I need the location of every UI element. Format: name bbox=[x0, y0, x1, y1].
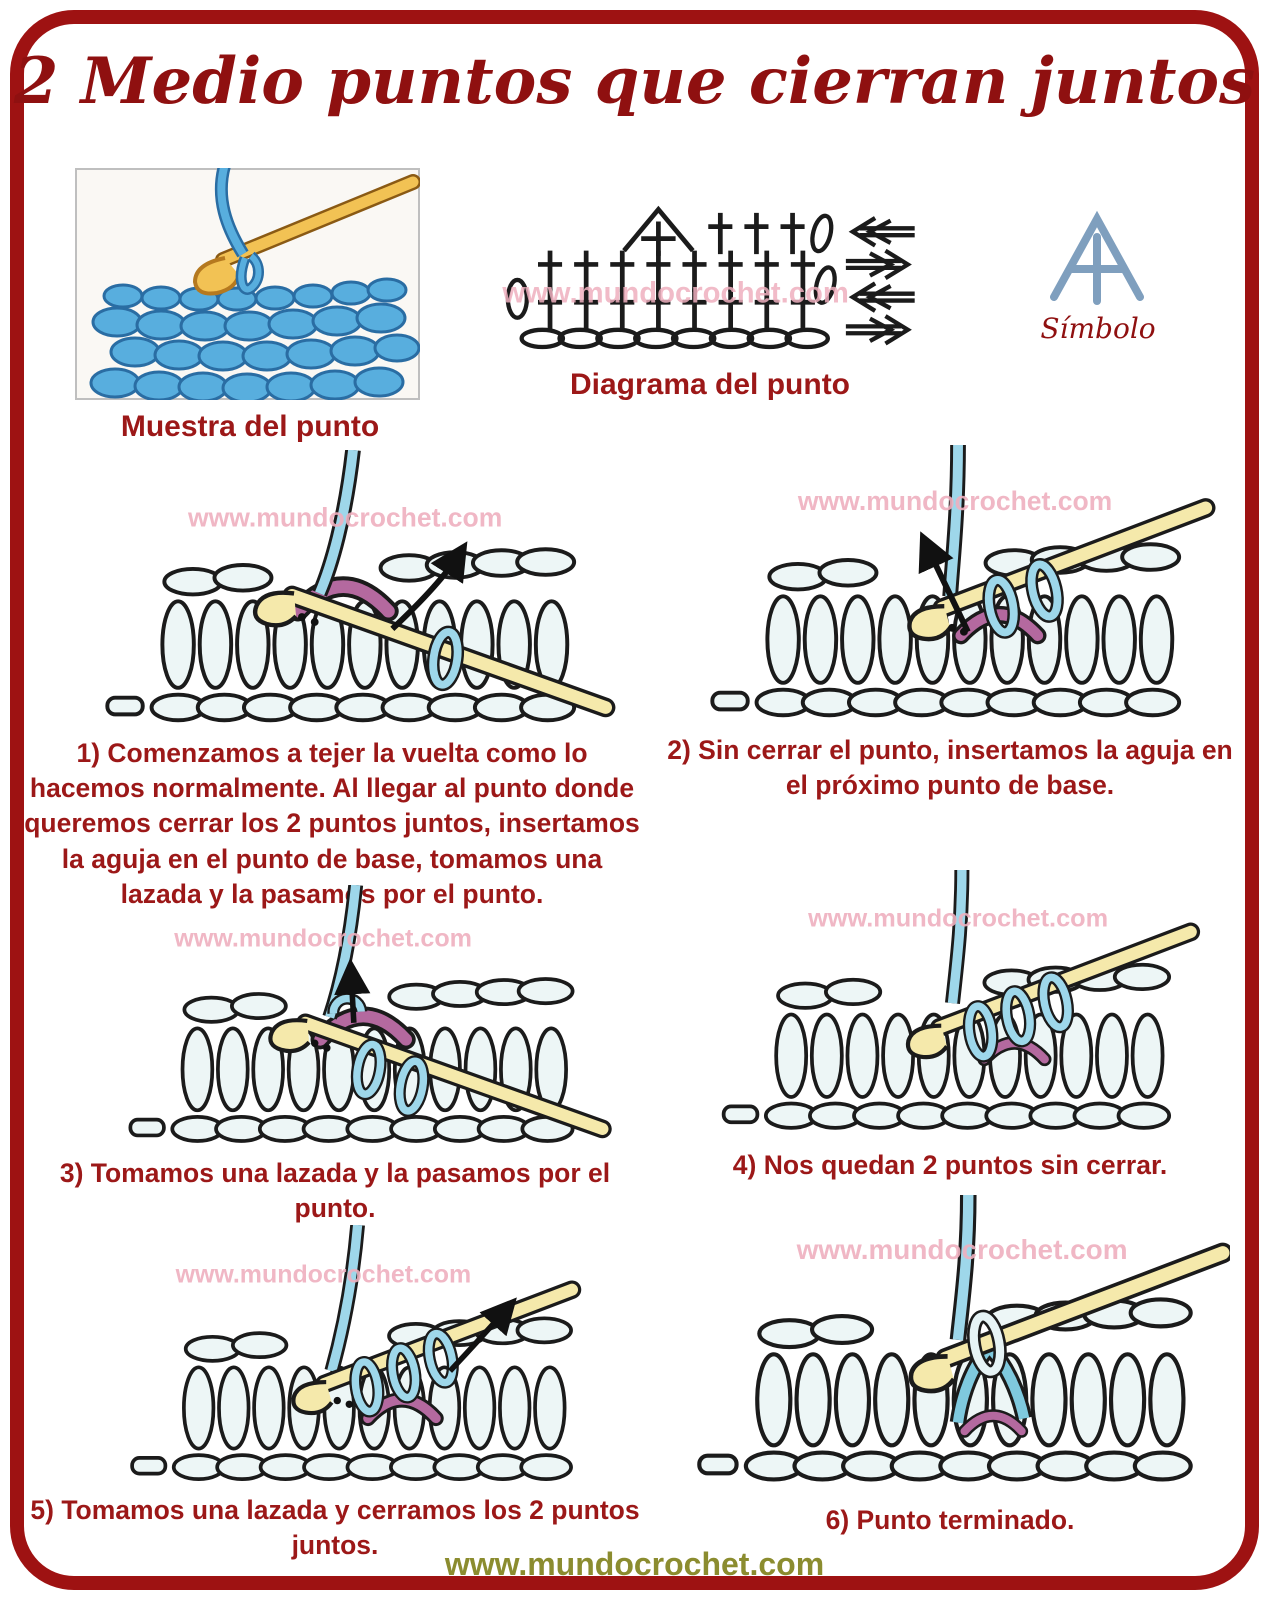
symbol-figure bbox=[1032, 205, 1162, 305]
watermark-text: www.mundocrochet.com bbox=[188, 502, 503, 533]
step2-illustration bbox=[690, 445, 1230, 730]
watermark-text: www.mundocrochet.com bbox=[796, 1234, 1128, 1266]
step1-illustration bbox=[90, 450, 620, 735]
step4-caption: 4) Nos quedan 2 puntos sin cerrar. bbox=[732, 1150, 1168, 1180]
step5-illustration bbox=[95, 1225, 635, 1493]
blue-fabric bbox=[91, 279, 419, 400]
step3-illustration bbox=[95, 885, 635, 1155]
watermark-text: www.mundocrochet.com bbox=[797, 485, 1113, 516]
sample-caption: Muestra del punto bbox=[120, 410, 380, 443]
step1-caption: 1) Comenzamos a tejer la vuelta como lo hacemos normalmente. Al llegar al punto donde queremos cerrar los 2 puntos juntos, insertamos la aguja en el punto de base, tomamos una lazada y la pasamos por el punto. bbox=[24, 738, 640, 909]
step3-caption: 3) Tomamos una lazada y la pasamos por el punto. bbox=[59, 1158, 611, 1224]
stitch-diagram bbox=[495, 200, 925, 365]
step2-caption: 2) Sin cerrar el punto, insertamos la aguja en el próximo punto de base. bbox=[667, 735, 1233, 801]
step6-caption: 6) Punto terminado. bbox=[825, 1505, 1075, 1535]
watermark-text: www.mundocrochet.com bbox=[174, 924, 473, 953]
symbol-caption: Símbolo bbox=[1040, 312, 1156, 345]
hdc2tog-symbol bbox=[624, 209, 693, 255]
watermark-text: www.mundocrochet.com bbox=[502, 277, 849, 310]
watermark-text: www.mundocrochet.com bbox=[808, 904, 1109, 933]
direction-arrow bbox=[351, 973, 354, 1023]
watermark-text: www.mundocrochet.com bbox=[175, 1260, 472, 1289]
footer-watermark: www.mundocrochet.com bbox=[444, 1546, 825, 1582]
diagram-caption: Diagrama del punto bbox=[569, 368, 851, 401]
step5-caption: 5) Tomamos una lazada y cerramos los 2 puntos juntos. bbox=[30, 1495, 640, 1561]
page-title: 2 Medio puntos que cierran juntos bbox=[13, 44, 1256, 119]
step6-illustration bbox=[690, 1195, 1230, 1495]
stitch-sample-photo bbox=[75, 168, 420, 400]
step4-illustration bbox=[690, 870, 1230, 1142]
